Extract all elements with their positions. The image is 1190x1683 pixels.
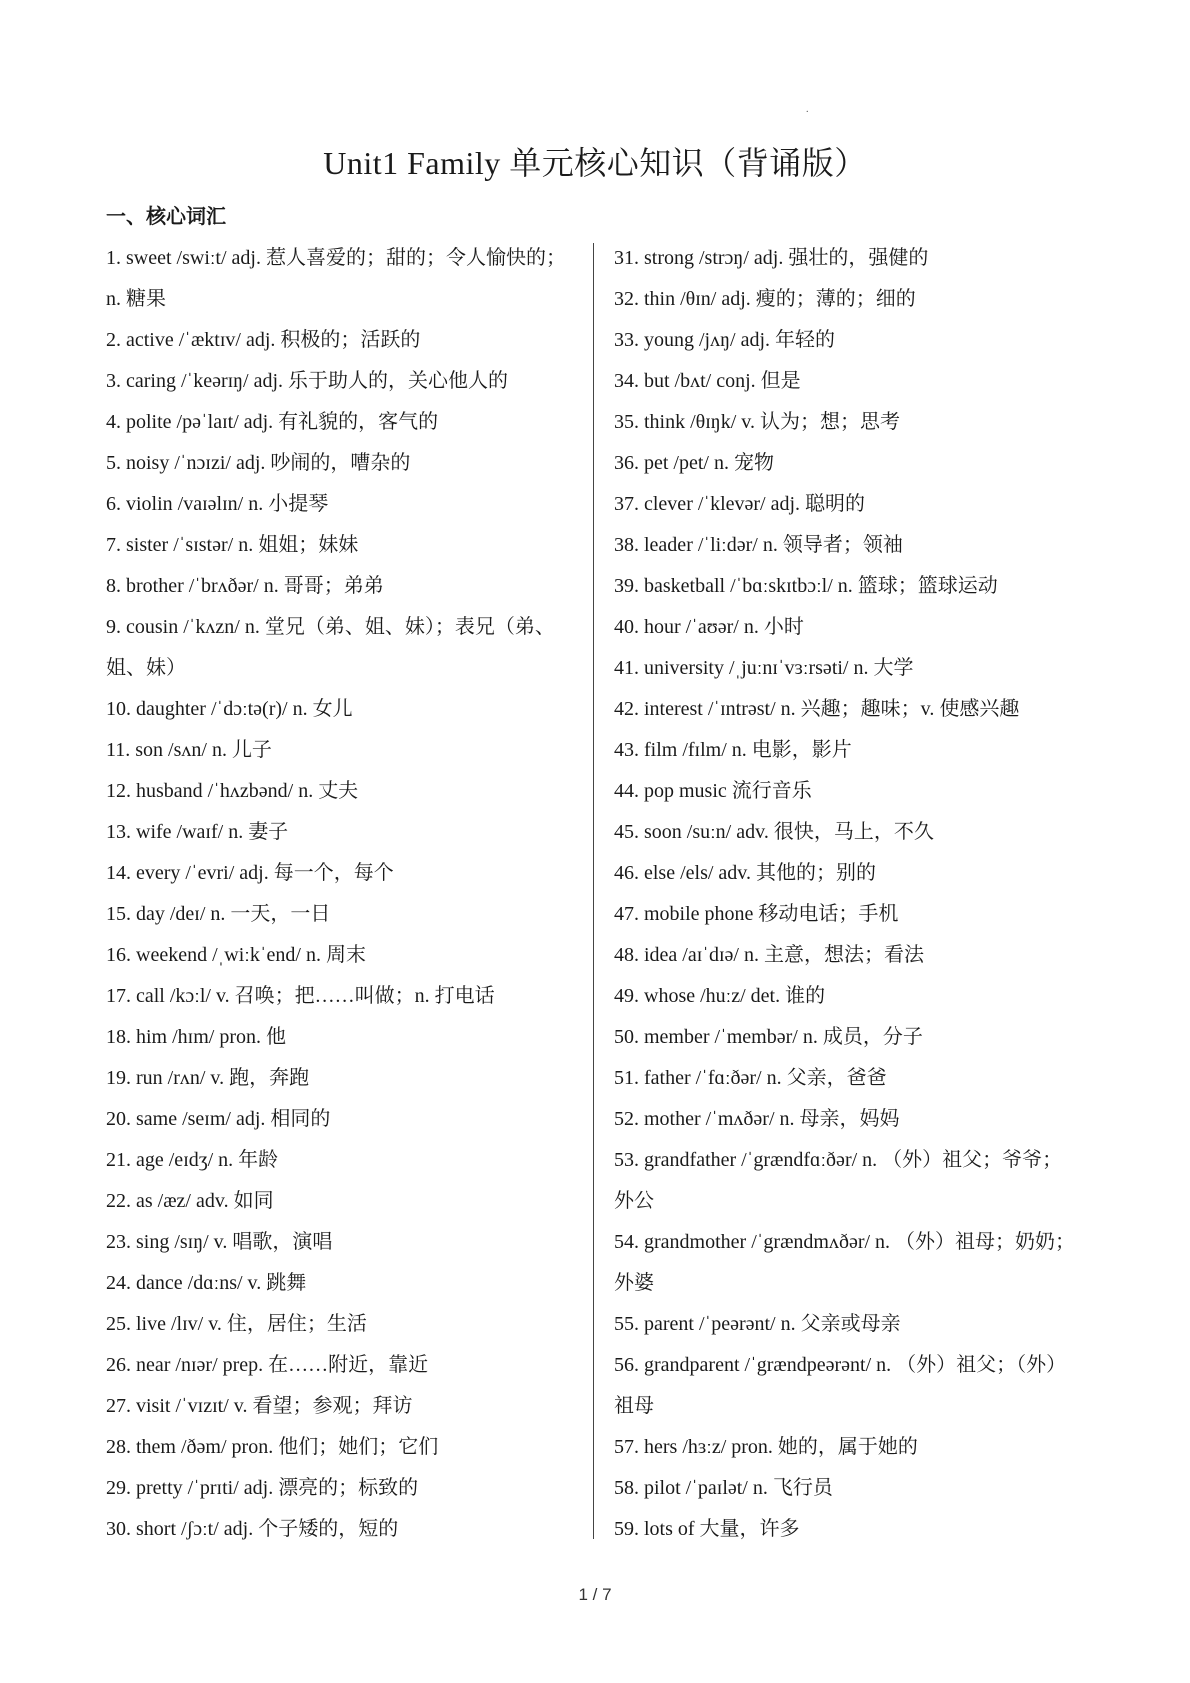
vocab-line: 17. call /kɔːl/ v. 召唤；把……叫做；n. 打电话 xyxy=(106,985,495,1007)
vocab-line: 59. lots of 大量，许多 xyxy=(614,1518,800,1540)
vocab-line: 25. live /lɪv/ v. 住，居住；生活 xyxy=(106,1313,367,1335)
vocab-line: 53. grandfather /ˈgrændfɑːðər/ n. （外）祖父；爷爷； xyxy=(614,1149,1063,1171)
vocab-line: 35. think /θɪŋk/ v. 认为；想；思考 xyxy=(614,411,900,433)
column-divider xyxy=(593,243,594,1539)
vocab-column-right xyxy=(614,243,1084,1555)
vocab-line: 14. every /ˈevri/ adj. 每一个，每个 xyxy=(106,862,394,884)
vocab-line: 2. active /ˈæktɪv/ adj. 积极的；活跃的 xyxy=(106,329,421,351)
vocab-line: 38. leader /ˈliːdər/ n. 领导者；领袖 xyxy=(614,534,903,556)
vocab-line: 3. caring /ˈkeərɪŋ/ adj. 乐于助人的，关心他人的 xyxy=(106,370,509,392)
vocab-line: 21. age /eɪdʒ/ n. 年龄 xyxy=(106,1149,279,1171)
vocab-line: 10. daughter /ˈdɔːtə(r)/ n. 女儿 xyxy=(106,698,353,720)
vocab-line: n. 糖果 xyxy=(106,288,166,310)
vocab-line: 外公 xyxy=(614,1190,654,1212)
vocab-line: 18. him /hɪm/ pron. 他 xyxy=(106,1026,286,1048)
vocab-line: 姐、妹） xyxy=(106,657,186,679)
vocab-line: 48. idea /aɪˈdɪə/ n. 主意，想法；看法 xyxy=(614,944,924,966)
vocab-line: 22. as /æz/ adv. 如同 xyxy=(106,1190,274,1212)
vocab-line: 20. same /seɪm/ adj. 相同的 xyxy=(106,1108,331,1130)
vocab-line: 31. strong /strɔŋ/ adj. 强壮的，强健的 xyxy=(614,247,929,269)
vocab-line: 4. polite /pəˈlaɪt/ adj. 有礼貌的，客气的 xyxy=(106,411,439,433)
vocab-line: 1. sweet /swiːt/ adj. 惹人喜爱的；甜的；令人愉快的； xyxy=(106,247,566,269)
vocab-line: 32. thin /θɪn/ adj. 瘦的；薄的；细的 xyxy=(614,288,916,310)
vocab-line: 19. run /rʌn/ v. 跑，奔跑 xyxy=(106,1067,310,1089)
vocab-line: 23. sing /sɪŋ/ v. 唱歌，演唱 xyxy=(106,1231,333,1253)
vocab-line: 50. member /ˈmembər/ n. 成员，分子 xyxy=(614,1026,923,1048)
vocab-line: 外婆 xyxy=(614,1272,654,1294)
vocab-line: 24. dance /dɑːns/ v. 跳舞 xyxy=(106,1272,307,1294)
vocab-line: 30. short /ʃɔːt/ adj. 个子矮的，短的 xyxy=(106,1518,399,1540)
vocab-line: 46. else /els/ adv. 其他的；别的 xyxy=(614,862,877,884)
vocab-line: 祖母 xyxy=(614,1395,654,1417)
vocab-line: 6. violin /vaɪəlɪn/ n. 小提琴 xyxy=(106,493,329,515)
vocab-line: 45. soon /suːn/ adv. 很快，马上，不久 xyxy=(614,821,934,843)
vocab-line: 58. pilot /ˈpaɪlət/ n. 飞行员 xyxy=(614,1477,833,1499)
vocab-line: 16. weekend /ˌwiːkˈend/ n. 周末 xyxy=(106,944,366,966)
vocab-column-left xyxy=(106,243,576,1555)
vocab-line: 26. near /nɪər/ prep. 在……附近，靠近 xyxy=(106,1354,429,1376)
vocab-line: 36. pet /pet/ n. 宠物 xyxy=(614,452,774,474)
vocab-line: 28. them /ðəm/ pron. 他们；她们；它们 xyxy=(106,1436,439,1458)
section-title: 一、核心词汇 xyxy=(106,204,226,228)
page-number: 1 / 7 xyxy=(578,1585,612,1604)
vocab-line: 52. mother /ˈmʌðər/ n. 母亲，妈妈 xyxy=(614,1108,900,1130)
vocab-line: 55. parent /ˈpeərənt/ n. 父亲或母亲 xyxy=(614,1313,901,1335)
vocab-line: 56. grandparent /ˈgrændpeərənt/ n. （外）祖父；（外） xyxy=(614,1354,1067,1376)
vocab-line: 12. husband /ˈhʌzbənd/ n. 丈夫 xyxy=(106,780,359,802)
vocab-line: 39. basketball /ˈbɑːskɪtbɔːl/ n. 篮球；篮球运动 xyxy=(614,575,998,597)
vocab-line: 15. day /deɪ/ n. 一天，一日 xyxy=(106,903,331,925)
vocab-line: 34. but /bʌt/ conj. 但是 xyxy=(614,370,801,392)
vocab-line: 5. noisy /ˈnɔɪzi/ adj. 吵闹的，嘈杂的 xyxy=(106,452,411,474)
page-title: Unit1 Family 单元核心知识（背诵版） xyxy=(323,145,867,181)
vocab-line: 43. film /fɪlm/ n. 电影，影片 xyxy=(614,739,852,761)
vocab-line: 8. brother /ˈbrʌðər/ n. 哥哥；弟弟 xyxy=(106,575,384,597)
vocab-line: 51. father /ˈfɑːðər/ n. 父亲，爸爸 xyxy=(614,1067,887,1089)
header-dot: . xyxy=(806,104,809,115)
vocab-line: 54. grandmother /ˈgrændmʌðər/ n. （外）祖母；奶奶； xyxy=(614,1231,1076,1253)
vocab-line: 11. son /sʌn/ n. 儿子 xyxy=(106,739,272,761)
vocab-line: 47. mobile phone 移动电话；手机 xyxy=(614,903,899,925)
vocab-line: 57. hers /hɜːz/ pron. 她的，属于她的 xyxy=(614,1436,918,1458)
vocab-line: 41. university /ˌjuːnɪˈvɜːrsəti/ n. 大学 xyxy=(614,657,914,679)
vocab-line: 33. young /jʌŋ/ adj. 年轻的 xyxy=(614,329,835,351)
vocab-line: 37. clever /ˈklevər/ adj. 聪明的 xyxy=(614,493,866,515)
vocab-line: 29. pretty /ˈprɪti/ adj. 漂亮的；标致的 xyxy=(106,1477,419,1499)
vocab-line: 42. interest /ˈɪntrəst/ n. 兴趣；趣味；v. 使感兴趣 xyxy=(614,698,1020,720)
vocab-line: 27. visit /ˈvɪzɪt/ v. 看望；参观；拜访 xyxy=(106,1395,413,1417)
vocab-line: 49. whose /huːz/ det. 谁的 xyxy=(614,985,826,1007)
vocab-line: 40. hour /ˈaʊər/ n. 小时 xyxy=(614,616,804,638)
vocab-line: 44. pop music 流行音乐 xyxy=(614,780,812,802)
vocab-line: 7. sister /ˈsɪstər/ n. 姐姐；妹妹 xyxy=(106,534,359,556)
vocab-line: 9. cousin /ˈkʌzn/ n. 堂兄（弟、姐、妹）；表兄（弟、 xyxy=(106,616,555,638)
vocab-line: 13. wife /waɪf/ n. 妻子 xyxy=(106,821,289,843)
